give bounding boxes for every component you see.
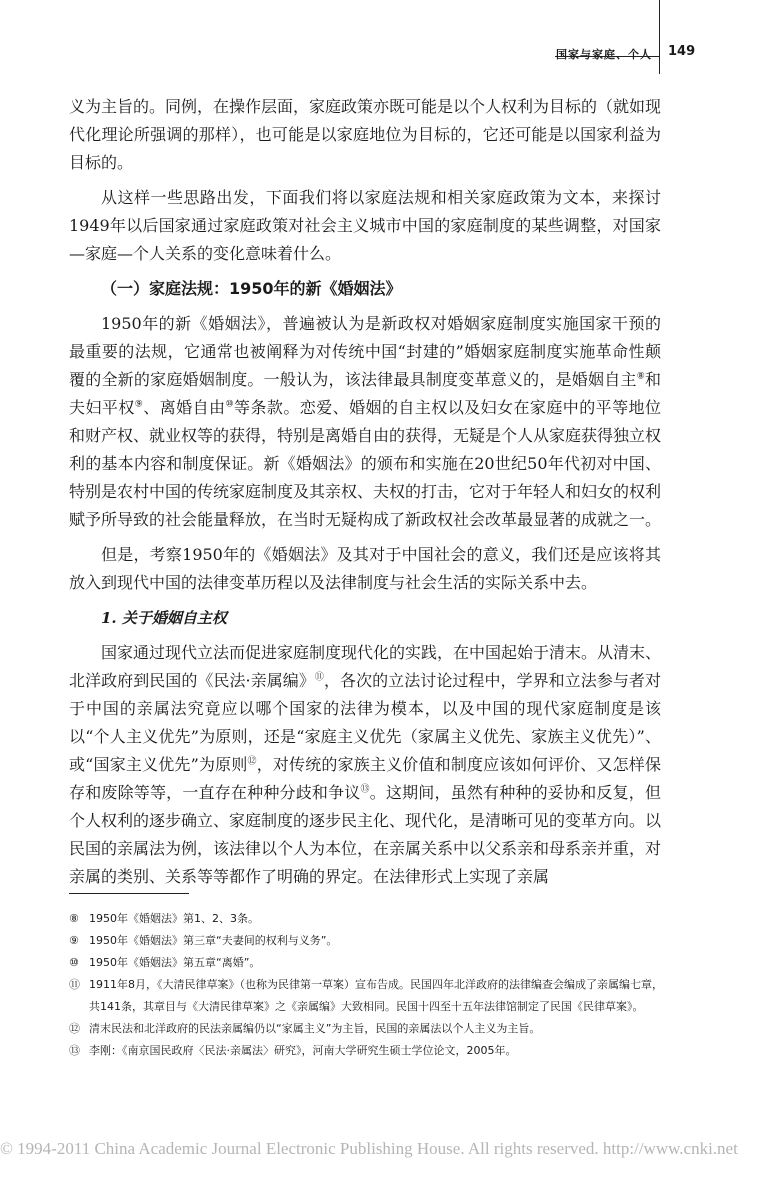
footnote-mark: ⑫ xyxy=(69,1022,80,1035)
copyright-watermark: © 1994-2011 China Academic Journal Electronic Publishing House. All rights reserved. http://www.cnki.net xyxy=(0,1139,738,1158)
footnote-text: 1950年《婚姻法》第五章“离婚”。 xyxy=(89,956,261,969)
paragraph-1: 义为主旨的。同例，在操作层面，家庭政策亦既可能是以个人权利为目标的（就如现代化理论所强调的那样），也可能是以家庭地位为目标的，它还可能是以国家利益为目标的。 xyxy=(69,97,662,172)
main-text xyxy=(69,93,661,898)
paragraph-5 xyxy=(69,639,661,891)
paragraph-3 xyxy=(69,310,661,534)
footnote-ref-12[interactable]: ⑫ xyxy=(247,756,257,767)
paragraph-3-part-d: 等条款。恋爱、婚姻的自主权以及妇女在家庭中的平等地位和财产权、就业权等的获得，特别是离婚自由的获得，无疑是个人从家庭获得独立权利的基本内容和制度保证。新《婚姻法》的颁布和实施在20世纪50年代初对中国、特别是农村中国的传统家庭制度及其亲权、夫权的打击，它对于年轻人和妇女的权利赋予所导致的社会能量释放，在当时无疑构成了新政权社会改革最显著的成就之一。 xyxy=(69,398,662,529)
header-vertical-rule xyxy=(659,0,660,74)
footnote-11 xyxy=(69,974,669,1018)
paragraph-3-part-a: 1950年的新《婚姻法》，普遍被认为是新政权对婚姻家庭制度实施国家干预的最重要的法规，它通常也被阐释为对传统中国“封建的”婚姻家庭制度实施革命性颠覆的全新的家庭婚姻制度。一般认为，该法律最具制度变革意义的，是婚姻自主 xyxy=(69,314,661,389)
footnote-text: 李刚：《南京国民政府〈民法·亲属法〉研究》，河南大学研究生硕士学位论文，2005年。 xyxy=(89,1044,517,1057)
footnote-separator xyxy=(69,893,189,894)
footnote-9 xyxy=(69,930,669,952)
footnote-ref-9[interactable]: ⑨ xyxy=(134,399,144,410)
footnote-13 xyxy=(69,1040,669,1062)
footnote-mark: ⑧ xyxy=(69,912,79,925)
footnote-mark: ⑪ xyxy=(69,978,80,991)
section-heading: （一）家庭法规：1950年的新《婚姻法》 xyxy=(101,279,402,298)
footnote-text: 1911年8月，《大清民律草案》（也称为民律第一草案）宣布告成。民国四年北洋政府的法律编查会编成了亲属编七章，共141条，其章目与《大清民律草案》之《亲属编》大致相同。民国十四至十五年法律馆制定了民国《民律草案》。 xyxy=(89,978,663,1013)
footnote-8 xyxy=(69,908,669,930)
footnote-12 xyxy=(69,1018,669,1040)
footnote-ref-13[interactable]: ⑬ xyxy=(360,784,370,795)
footnote-text: 1950年《婚姻法》第三章“夫妻间的权利与义务”。 xyxy=(89,934,338,947)
paragraph-3-part-b: 和夫妇平权 xyxy=(69,370,661,417)
footnote-mark: ⑩ xyxy=(69,956,79,969)
footnote-text: 清末民法和北洋政府的民法亲属编仍以“家属主义”为主旨，民国的亲属法以个人主义为主旨。 xyxy=(89,1022,541,1035)
footnote-10 xyxy=(69,952,669,974)
footnote-mark: ⑨ xyxy=(69,934,79,947)
footnote-text: 1950年《婚姻法》第1、2、3条。 xyxy=(89,912,259,925)
subsection-heading: 1. 关于婚姻自主权 xyxy=(101,609,227,627)
paragraph-5-part-c: ，对传统的家族主义价值和制度应该如何评价、又怎样保存和废除等等，一直存在种种分歧和争议 xyxy=(69,755,661,802)
running-title: 国家与家庭、个人 xyxy=(556,48,652,61)
paragraph-5-part-d: 。这期间，虽然有种种的妥协和反复，但个人权利的逐步确立、家庭制度的逐步民主化、现代化，是清晰可见的变革方向。以民国的亲属法为例，该法律以个人为本位，在亲属关系中以父系亲和母系亲并重，对亲属的类别、关系等等都作了明确的界定。在法律形式上实现了亲属 xyxy=(69,783,662,886)
page-number: 149 xyxy=(668,44,696,59)
footnote-ref-8[interactable]: ⑧ xyxy=(636,371,645,382)
paragraph-4: 但是，考察1950年的《婚姻法》及其对于中国社会的意义，我们还是应该将其放入到现代中国的法律变革历程以及法律制度与社会生活的实际关系中去。 xyxy=(69,545,661,592)
footnote-mark: ⑬ xyxy=(69,1044,80,1057)
paragraph-5-part-a: 国家通过现代立法而促进家庭制度现代化的实践，在中国起始于清末。从清末、北洋政府到民国的《民法·亲属编》 xyxy=(69,643,662,690)
paragraph-3-part-c: 、离婚自由 xyxy=(143,398,226,417)
footnotes xyxy=(69,908,669,1062)
footnote-ref-11[interactable]: ⑪ xyxy=(314,672,324,683)
paragraph-5-part-b: ，各次的立法讨论过程中，学界和立法参与者对于中国的亲属法究竟应以哪个国家的法律为模本，以及中国的现代家庭制度是该以“个人主义优先”为原则，还是“家庭主义优先（家属主义优先、家族主义优先）”、或“国家主义优先”为原则 xyxy=(69,671,661,774)
footnote-ref-10[interactable]: ⑩ xyxy=(225,399,234,410)
paragraph-2: 从这样一些思路出发，下面我们将以家庭法规和相关家庭政策为文本，来探讨1949年以后国家通过家庭政策对社会主义城市中国的家庭制度的某些调整，对国家—家庭—个人关系的变化意味着什么。 xyxy=(69,188,661,263)
